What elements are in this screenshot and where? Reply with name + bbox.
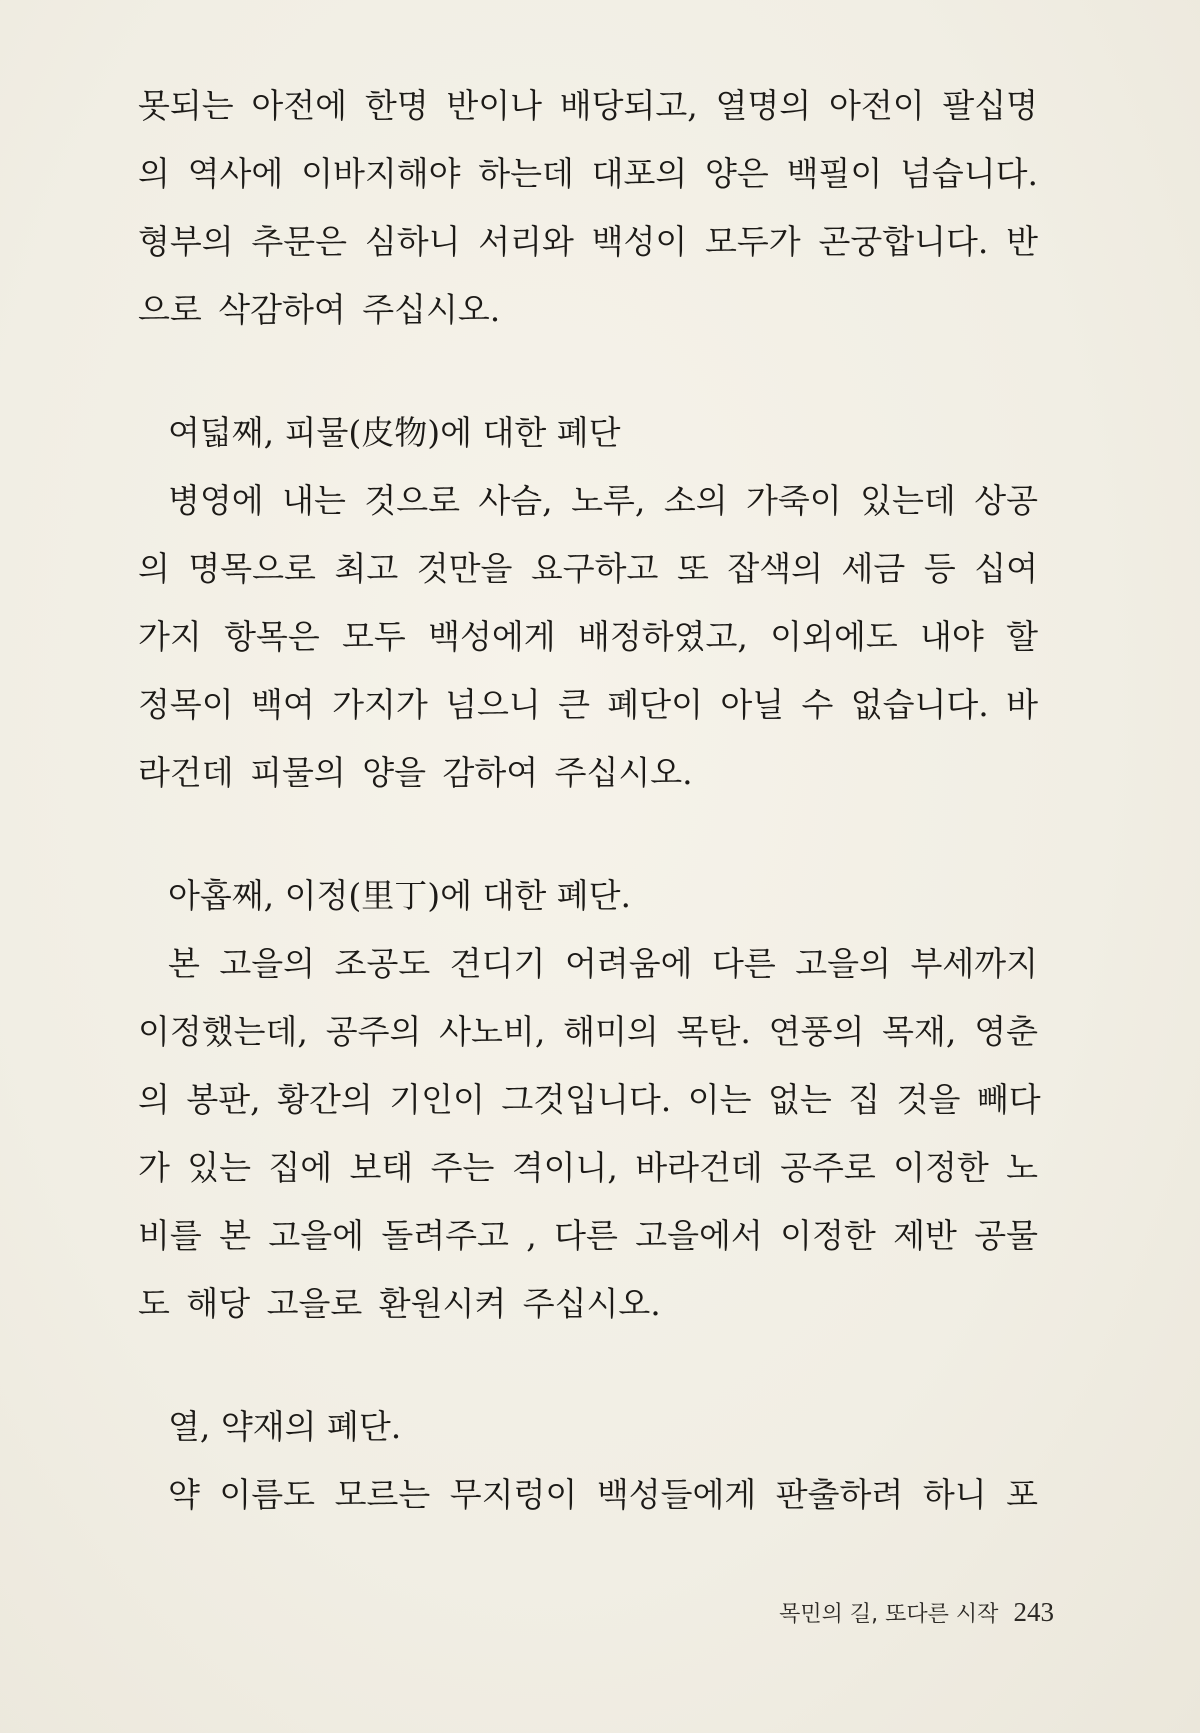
section-heading: 여덟째, 피물(皮物)에 대한 폐단 bbox=[168, 413, 621, 452]
section-heading: 아홉째, 이정(里丁)에 대한 폐단. bbox=[168, 876, 631, 915]
text-line: 약 이름도 모르는 무지렁이 백성들에게 판출하려 하니 포 bbox=[168, 1475, 1038, 1514]
text-line: 으로 삭감하여 주십시오. bbox=[138, 290, 501, 329]
text-line: 정목이 백여 가지가 넘으니 큰 폐단이 아닐 수 없습니다. 바 bbox=[138, 685, 1038, 724]
text-line: 의 봉판, 황간의 기인이 그것입니다. 이는 없는 집 것을 빼다 bbox=[138, 1080, 1041, 1119]
running-title: 목민의 길, 또다른 시작 bbox=[779, 1602, 999, 1627]
text-line: 비를 본 고을에 돌려주고 , 다른 고을에서 이정한 제반 공물 bbox=[138, 1216, 1038, 1255]
paragraph-continued bbox=[138, 72, 1038, 344]
paragraph-gap bbox=[138, 807, 1038, 862]
paragraph-gap bbox=[138, 1338, 1038, 1393]
paragraph-gap bbox=[138, 344, 1038, 399]
text-line: 도 해당 고을로 환원시켜 주십시오. bbox=[138, 1284, 661, 1323]
text-line: 못되는 아전에 한명 반이나 배당되고, 열명의 아전이 팔십명 bbox=[138, 86, 1038, 125]
text-line: 병영에 내는 것으로 사슴, 노루, 소의 가죽이 있는데 상공 bbox=[168, 481, 1038, 520]
section-eighth bbox=[138, 399, 1038, 807]
text-line: 의 역사에 이바지해야 하는데 대포의 양은 백필이 넘습니다. bbox=[138, 154, 1038, 193]
section-ninth bbox=[138, 862, 1041, 1338]
text-line: 가지 항목은 모두 백성에게 배정하였고, 이외에도 내야 할 bbox=[138, 617, 1038, 656]
text-line: 가 있는 집에 보태 주는 격이니, 바라건데 공주로 이정한 노 bbox=[138, 1148, 1038, 1187]
text-line: 형부의 추문은 심하니 서리와 백성이 모두가 곤궁합니다. 반 bbox=[138, 222, 1038, 261]
text-line: 의 명목으로 최고 것만을 요구하고 또 잡색의 세금 등 십여 bbox=[138, 549, 1038, 588]
text-line: 라건데 피물의 양을 감하여 주십시오. bbox=[138, 753, 693, 792]
text-line: 본 고을의 조공도 견디기 어려움에 다른 고을의 부세까지 bbox=[168, 944, 1038, 983]
body-text bbox=[138, 72, 1041, 1529]
page-footer bbox=[779, 1597, 1054, 1628]
text-line: 이정했는데, 공주의 사노비, 해미의 목탄. 연풍의 목재, 영춘 bbox=[138, 1012, 1038, 1051]
section-tenth bbox=[138, 1393, 1038, 1529]
section-heading: 열, 약재의 폐단. bbox=[168, 1407, 402, 1446]
page-number: 243 bbox=[1013, 1597, 1054, 1627]
